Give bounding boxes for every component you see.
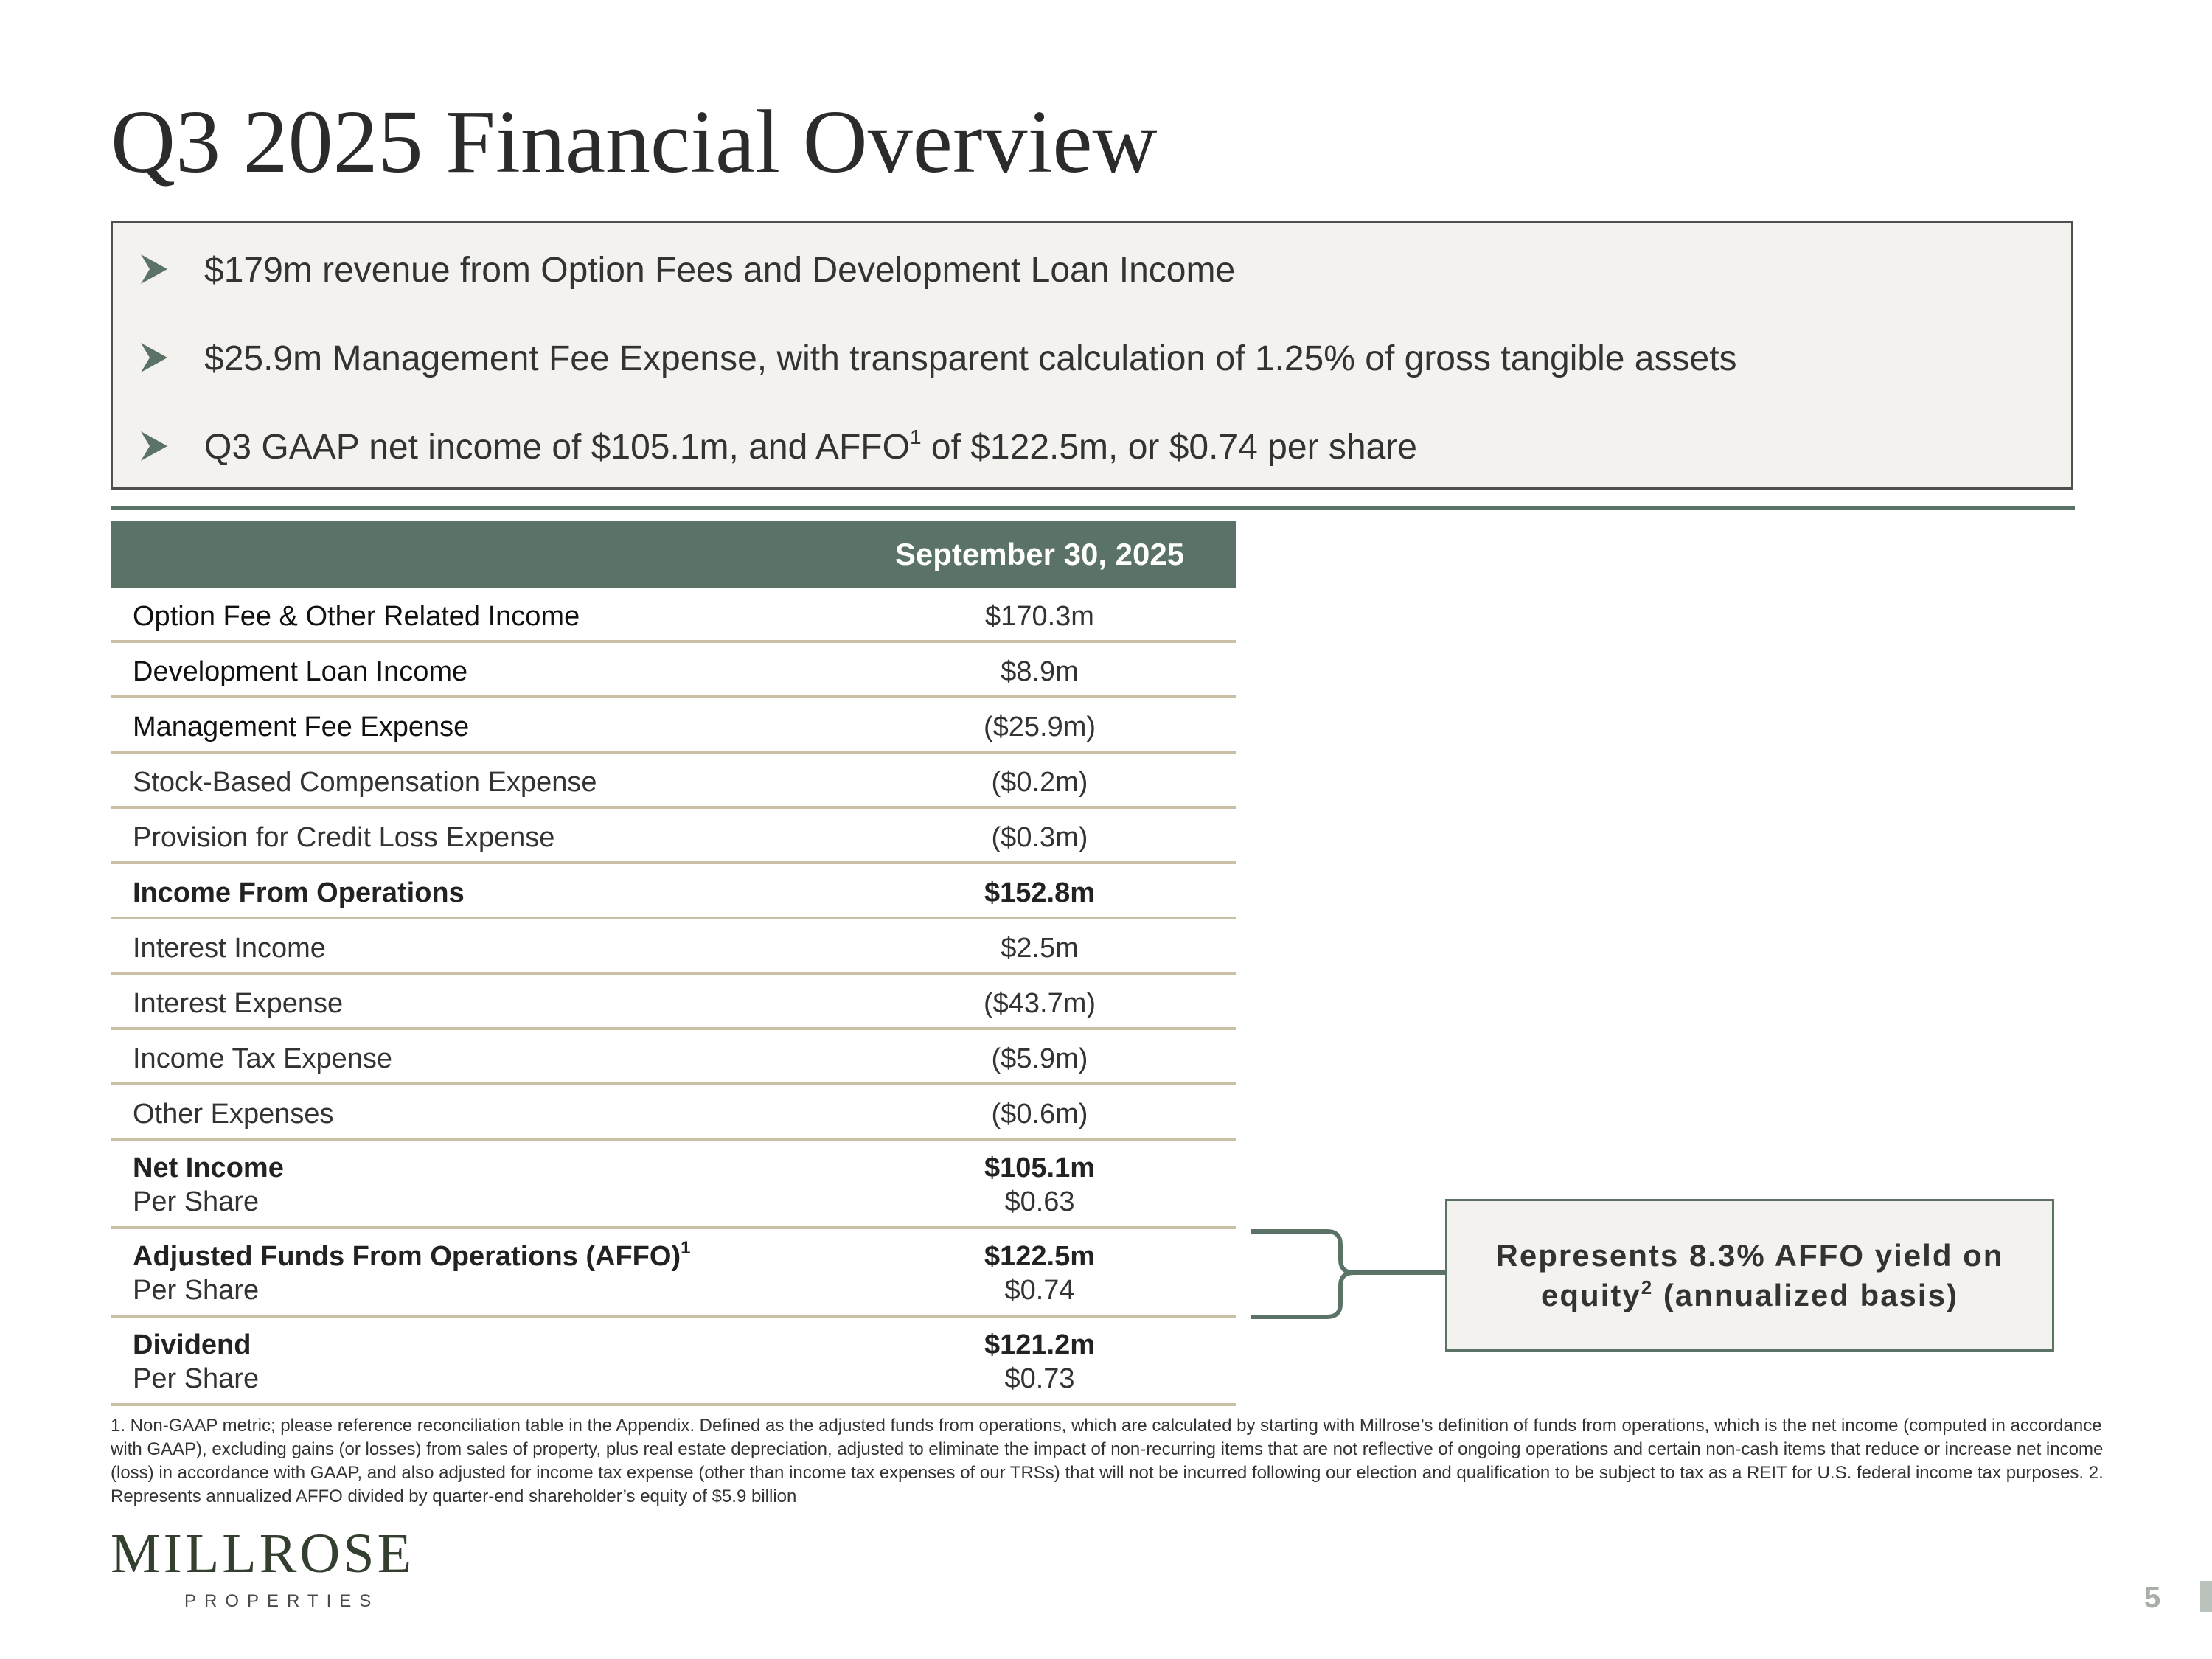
highlight-text: $25.9m Management Fee Expense, with transparent calculation of 1.25% of gross tangible assets xyxy=(204,339,1737,378)
highlight-text: $179m revenue from Option Fees and Development Loan Income xyxy=(204,251,1236,290)
table-row xyxy=(111,919,1236,975)
row-value: $122.5m xyxy=(984,1241,1095,1272)
table-row xyxy=(111,698,1236,754)
highlights-panel xyxy=(111,221,2073,490)
row-label: Option Fee & Other Related Income xyxy=(133,601,580,632)
row-label: Interest Expense xyxy=(133,988,344,1019)
row-label: Stock-Based Compensation Expense xyxy=(133,767,597,798)
row-label: Management Fee Expense xyxy=(133,712,470,742)
highlight-item xyxy=(113,424,2071,476)
table-row-subtotal xyxy=(111,864,1236,919)
highlight-text: Q3 GAAP net income of $105.1m, and AFFO$^1$ of $122.5m, or $0.74 per share xyxy=(204,425,1417,467)
page-title: Q3 2025 Financial Overview xyxy=(111,92,1158,192)
row-value: ($25.9m) xyxy=(983,712,1096,742)
table-row xyxy=(111,754,1236,809)
table-row xyxy=(111,975,1236,1030)
company-logo-wordmark: MILLROSE xyxy=(111,1523,414,1585)
row-value: ($43.7m) xyxy=(983,988,1096,1019)
per-share-value: $0.63 xyxy=(1004,1186,1075,1217)
row-label: Dividend xyxy=(133,1329,251,1360)
callout-text: Represents 8.3% AFFO yield on equity$^2$ (annualized basis) xyxy=(1495,1237,2004,1312)
per-share-value: $0.73 xyxy=(1004,1363,1075,1394)
row-value: $170.3m xyxy=(985,601,1094,632)
per-share-value: $0.74 xyxy=(1004,1275,1075,1306)
row-value: $105.1m xyxy=(984,1152,1095,1183)
row-value: ($0.6m) xyxy=(991,1099,1088,1130)
per-share-label: Per Share xyxy=(133,1363,260,1394)
financial-table xyxy=(111,521,1236,1406)
row-value: $121.2m xyxy=(984,1329,1095,1360)
table-row xyxy=(111,1085,1236,1141)
highlight-item xyxy=(113,335,2071,387)
row-label: Interest Income xyxy=(133,933,326,964)
table-row xyxy=(111,588,1236,643)
arrow-bullet-icon xyxy=(139,341,169,374)
row-label: Net Income xyxy=(133,1152,284,1183)
row-label: Income From Operations xyxy=(133,877,465,908)
row-label: Income Tax Expense xyxy=(133,1043,393,1074)
page-number: 5 xyxy=(2144,1582,2161,1614)
row-label: Adjusted Funds From Operations (AFFO)$^1$ xyxy=(133,1238,691,1272)
table-row xyxy=(111,643,1236,698)
row-value: ($0.3m) xyxy=(991,822,1088,853)
table-row-net-income xyxy=(111,1141,1236,1229)
arrow-bullet-icon xyxy=(139,430,169,462)
table-header-row xyxy=(111,521,1236,588)
table-row xyxy=(111,809,1236,864)
table-row-dividend xyxy=(111,1318,1236,1406)
row-label: Development Loan Income xyxy=(133,656,468,687)
per-share-label: Per Share xyxy=(133,1275,260,1306)
affo-yield-callout xyxy=(1445,1199,2054,1352)
row-value: ($5.9m) xyxy=(991,1043,1088,1074)
company-logo-tagline: PROPERTIES xyxy=(184,1591,380,1611)
row-value: $8.9m xyxy=(1001,656,1079,687)
section-divider xyxy=(111,506,2075,510)
table-row xyxy=(111,1030,1236,1085)
footnote: 1. Non-GAAP metric; please reference reconciliation table in the Appendix. Defined as the adjusted funds from operations, which are calculated by starting with Millrose’s definition of funds from operations, which is the net income (computed in accordance with GAAP), excluding gains (or losses) from sales of property, plus real estate depreciation, adjusted to eliminate the impact of non-recurring items that are not reflective of ongoing operations and certain non-cash items that reduce or increase net income (loss) in accordance with GAAP, and also adjusted for income tax expense (other than income tax expenses of our TRSs) that will not be incurred following our election and qualification to be subject to tax as a REIT for U.S. federal income tax purposes. 2. Represents annualized AFFO divided by quarter-end shareholder’s equity of $5.9 billion xyxy=(111,1416,2104,1506)
row-value: $2.5m xyxy=(1001,933,1079,964)
row-label: Provision for Credit Loss Expense xyxy=(133,822,555,853)
per-share-label: Per Share xyxy=(133,1186,260,1217)
table-row-affo xyxy=(111,1229,1236,1318)
bracket-connector-icon xyxy=(1246,1227,1453,1323)
arrow-bullet-icon xyxy=(139,253,169,285)
row-value: ($0.2m) xyxy=(991,767,1088,798)
row-value: $152.8m xyxy=(984,877,1095,908)
column-header-date: September 30, 2025 xyxy=(894,537,1185,571)
page-tab-marker xyxy=(2200,1581,2212,1612)
row-label: Other Expenses xyxy=(133,1099,334,1130)
highlight-item xyxy=(113,247,2071,299)
